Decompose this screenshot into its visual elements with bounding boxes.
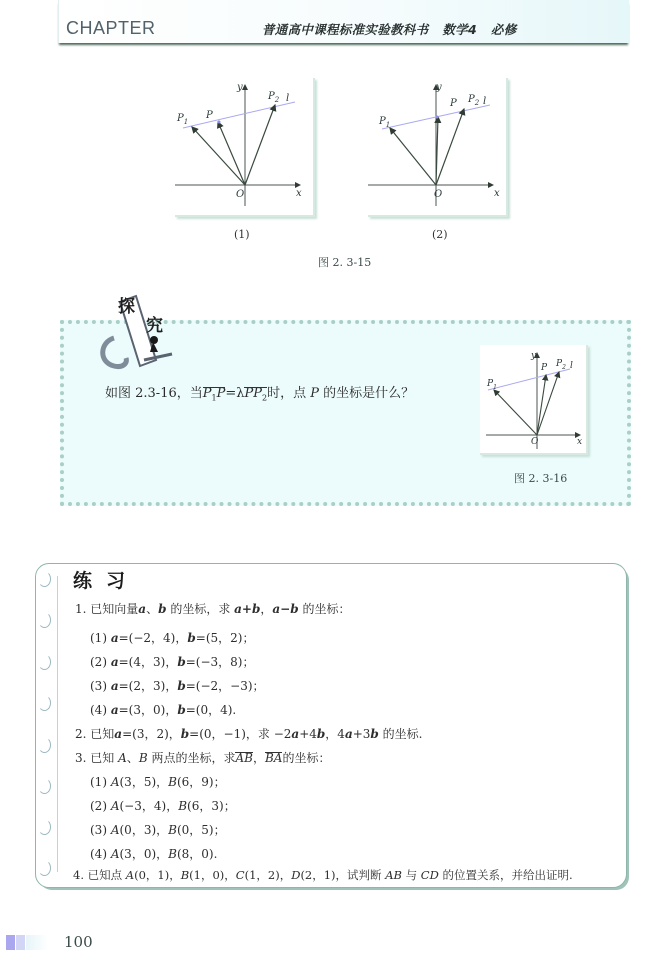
label-p: P xyxy=(206,110,213,121)
figure-2-3-15-panel-1 xyxy=(175,78,315,217)
page-marker-fade xyxy=(26,935,48,950)
page-marker-block xyxy=(16,935,25,950)
panel-label-1: (1) xyxy=(234,228,250,241)
exercise-title: 练习 xyxy=(73,570,140,592)
exercise-q1-item-1: (1) a=(−2，4)，b=(5，2)； xyxy=(90,631,255,645)
explore-badge xyxy=(92,290,182,370)
ring-icon xyxy=(38,571,51,587)
label-p2: $P_2$ xyxy=(268,91,280,104)
label-x-axis: x xyxy=(577,437,583,447)
page-marker-block xyxy=(6,935,15,950)
label-origin: O xyxy=(236,189,245,200)
ring-icon xyxy=(38,819,51,835)
label-p1: $P_1$ xyxy=(379,116,391,129)
ring-icon xyxy=(38,737,51,753)
explore-question: 如图 2.3-16，当$P_1P=\lambda PP_2$时，点 P 的坐标是什么？ xyxy=(105,386,415,403)
exercise-q2: 2. 已知a=(3，2)，b=(0，−1)，求 −2a+4b，4a+3b 的坐标. xyxy=(75,727,423,741)
chapter-label: CHAPTER xyxy=(66,18,156,38)
label-y-axis: y xyxy=(531,351,537,361)
label-x-axis: x xyxy=(494,188,500,199)
vector-p1p: $P_1P$ xyxy=(202,386,226,403)
vector-pp2: $PP_2$ xyxy=(244,386,268,403)
label-line-l: l xyxy=(286,93,290,104)
exercise-q3: 3. 已知 A、B 两点的坐标，求AB，BA的坐标： xyxy=(75,751,331,765)
figure-caption-2-3-16: 图 2. 3-16 xyxy=(514,472,568,485)
exercise-q1-item-2: (2) a=(4，3)，b=(−3，8)； xyxy=(90,655,255,669)
label-p2: $P_2$ xyxy=(468,94,480,107)
figure-caption-2-3-15: 图 2. 3-15 xyxy=(318,256,372,269)
label-p: P xyxy=(450,98,457,109)
notebook-spine-line xyxy=(57,576,58,872)
label-origin: O xyxy=(531,437,539,447)
ring-icon xyxy=(38,695,51,711)
exercise-q3-item-4: (4) A(3，0)，B(8，0). xyxy=(90,847,218,861)
ring-icon xyxy=(38,778,51,794)
ring-icon xyxy=(38,612,51,628)
label-line-l: l xyxy=(483,96,487,107)
label-line-l: l xyxy=(570,361,573,371)
exercise-q1-item-3: (3) a=(2，3)，b=(−2，−3)； xyxy=(90,679,265,693)
label-y-axis: y xyxy=(436,82,442,93)
vector-ba: BA xyxy=(264,751,283,765)
page-number: 100 xyxy=(64,933,93,951)
label-y-axis: y xyxy=(237,82,243,93)
label-p1: $P_1$ xyxy=(487,379,497,391)
panel-label-2: (2) xyxy=(432,228,448,241)
vector-ab: AB xyxy=(235,751,253,765)
exercise-q3-item-2: (2) A(−3，4)，B(6，3)； xyxy=(90,799,236,813)
explore-badge-icon xyxy=(92,290,182,370)
ring-icon xyxy=(38,860,51,876)
exercise-q3-item-3: (3) A(0，3)，B(0，5)； xyxy=(90,823,226,837)
book-title: 普通高中课程标准实验教科书 数学4 必修 xyxy=(262,22,517,37)
label-p: P xyxy=(541,363,548,373)
exercise-q1-item-4: (4) a=(3，0)，b=(0，4). xyxy=(90,703,237,717)
label-x-axis: x xyxy=(296,188,302,199)
explore-badge-char-1: 探 xyxy=(118,297,135,317)
label-p2: $P_2$ xyxy=(556,359,566,371)
explore-badge-char-2: 究 xyxy=(146,316,163,336)
label-p1: $P_1$ xyxy=(177,113,189,126)
exercise-q1: 1. 已知向量a、b 的坐标，求 a+b，a−b 的坐标： xyxy=(75,602,351,616)
label-origin: O xyxy=(434,189,443,200)
ring-icon xyxy=(38,654,51,670)
exercise-q3-item-1: (1) A(3，5)，B(6，9)； xyxy=(90,775,226,789)
exercise-q4: 4. 已知点 A(0，1)，B(1，0)，C(1，2)，D(2，1)，试判断 AB 与 CD 的位置关系，并给出证明. xyxy=(73,868,573,882)
